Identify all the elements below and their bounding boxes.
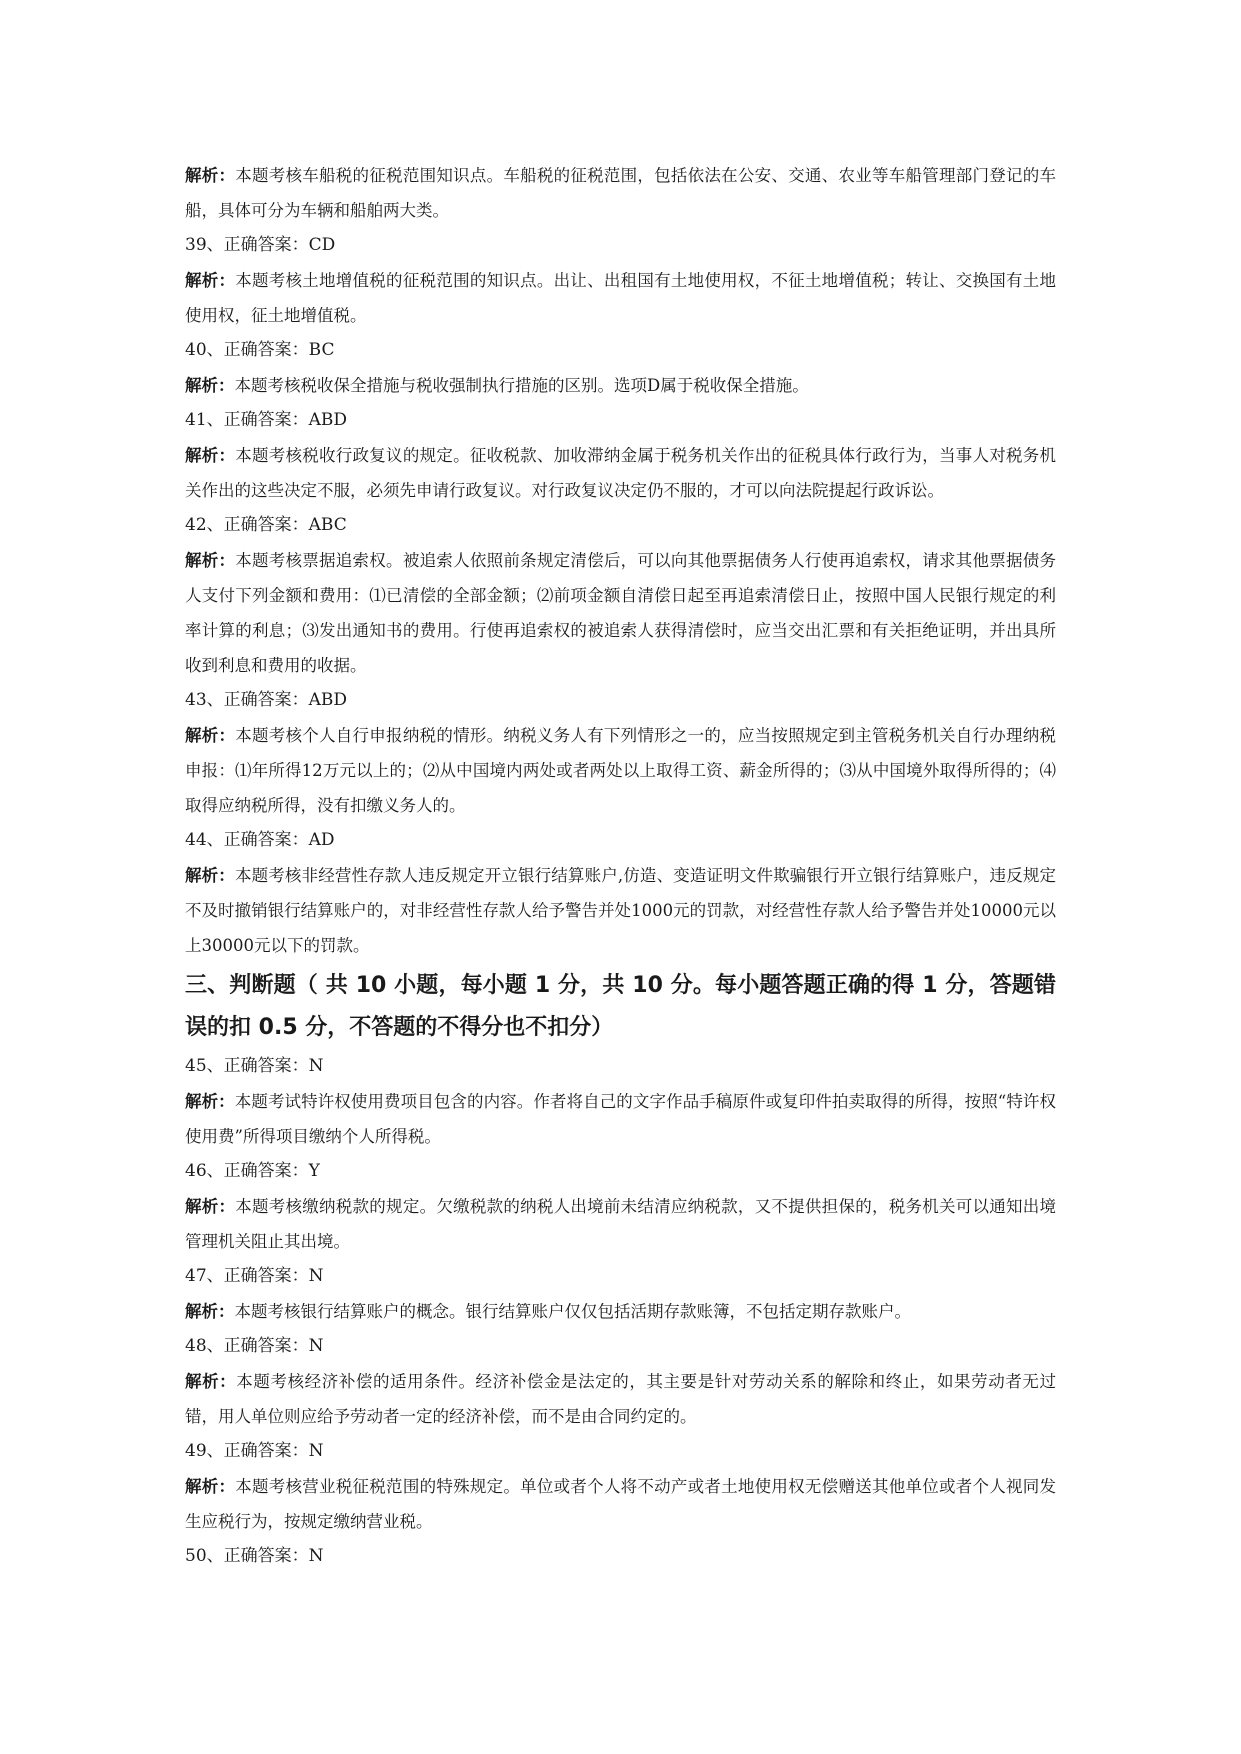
explanation-text: 本题考核票据追索权。被追索人依照前条规定清偿后，可以向其他票据债务人行使再追索权，请求其他票据债务人支付下列金额和费用：⑴已清偿的全部金额；⑵前项金额自清偿日起至再追索清偿日止，按照中国人民银行规定的利率计算的利息；⑶发出通知书的费用。行使再追索权的被追索人获得清偿时，应当交出汇票和有关拒绝证明，并出具所收到利息和费用的收据。: [185, 551, 1057, 675]
explanation-text: 本题考核土地增值税的征税范围的知识点。出让、出租国有土地使用权，不征土地增值税；转让、交换国有土地使用权，征土地增值税。: [185, 271, 1057, 325]
explanation-paragraph: [185, 158, 1056, 228]
explanation-text: 本题考核车船税的征税范围知识点。车船税的征税范围，包括依法在公安、交通、农业等车船管理部门登记的车船，具体可分为车辆和船舶两大类。: [185, 166, 1057, 220]
explanation-label: 解析：: [185, 271, 236, 290]
explanation-text: 本题考核经济补偿的适用条件。经济补偿金是法定的，其主要是针对劳动关系的解除和终止，如果劳动者无过错，用人单位则应给予劳动者一定的经济补偿，而不是由合同约定的。: [185, 1372, 1057, 1426]
explanation-label: 解析：: [185, 1477, 236, 1496]
answer-line: 46、正确答案：Y: [185, 1161, 320, 1181]
explanation-paragraph: [185, 1084, 1056, 1154]
answer-line: 48、正确答案：N: [185, 1336, 324, 1356]
answer-line: 47、正确答案：N: [185, 1266, 324, 1286]
explanation-paragraph: [185, 1469, 1056, 1539]
explanation-label: 解析：: [185, 1302, 235, 1321]
explanation-paragraph: [185, 718, 1056, 823]
explanation-text: 本题考核税收行政复议的规定。征收税款、加收滞纳金属于税务机关作出的征税具体行政行为，当事人对税务机关作出的这些决定不服，必须先申请行政复议。对行政复议决定仍不服的，才可以向法院提起行政诉讼。: [185, 446, 1057, 500]
section-heading: 三、判断题（ 共 10 小题，每小题 1 分，共 10 分。每小题答题正确的得 1 分，答题错误的扣 0.5 分，不答题的不得分也不扣分）: [185, 973, 1056, 1040]
explanation-text: 本题考核银行结算账户的概念。银行结算账户仅仅包括活期存款账簿，不包括定期存款账户。: [234, 1302, 911, 1321]
explanation-text: 本题考核非经营性存款人违反规定开立银行结算账户,仿造、变造证明文件欺骗银行开立银行结算账户，违反规定不及时撤销银行结算账户的，对非经营性存款人给予警告并处1000元的罚款，对经营性存款人给予警告并处10000元以上30000元以下的罚款。: [185, 866, 1057, 955]
answer-line: 42、正确答案：ABC: [185, 515, 347, 535]
explanation-label: 解析：: [185, 551, 236, 570]
explanation-text: 本题考核税收保全措施与税收强制执行措施的区别。选项D属于税收保全措施。: [234, 376, 809, 395]
explanation-label: 解析：: [185, 726, 236, 745]
answer-line: 50、正确答案：N: [185, 1546, 324, 1566]
explanation-paragraph: [185, 263, 1056, 333]
explanation-paragraph: [185, 438, 1056, 508]
answer-line: 41、正确答案：ABD: [185, 410, 348, 430]
explanation-label: 解析：: [185, 166, 236, 185]
explanation-label: 解析：: [185, 866, 235, 885]
explanation-paragraph: [185, 858, 1056, 963]
explanation-label: 解析：: [185, 446, 236, 465]
explanation-text: 本题考核缴纳税款的规定。欠缴税款的纳税人出境前未结清应纳税款，又不提供担保的，税务机关可以通知出境管理机关阻止其出境。: [185, 1197, 1057, 1251]
explanation-paragraph: [185, 543, 1056, 683]
answer-line: 44、正确答案：AD: [185, 830, 335, 850]
explanation-label: 解析：: [185, 376, 235, 395]
explanation-label: 解析：: [185, 1197, 236, 1216]
explanation-text: 本题考试特许权使用费项目包含的内容。作者将自己的文字作品手稿原件或复印件拍卖取得的所得，按照“特许权使用费”所得项目缴纳个人所得税。: [185, 1092, 1057, 1146]
answer-line: 39、正确答案：CD: [185, 235, 336, 255]
answer-line: 40、正确答案：BC: [185, 340, 335, 360]
explanation-text: 本题考核个人自行申报纳税的情形。纳税义务人有下列情形之一的，应当按照规定到主管税务机关自行办理纳税申报：⑴年所得12万元以上的；⑵从中国境内两处或者两处以上取得工资、薪金所得的；⑶从中国境外取得所得的；⑷取得应纳税所得，没有扣缴义务人的。: [185, 726, 1057, 815]
answer-line: 45、正确答案：N: [185, 1056, 324, 1076]
explanation-paragraph: [185, 1364, 1056, 1434]
answer-line: 49、正确答案：N: [185, 1441, 324, 1461]
explanation-paragraph: [185, 1189, 1056, 1259]
explanation-paragraph: [185, 368, 1056, 403]
explanation-label: 解析：: [185, 1372, 237, 1391]
answer-line: 43、正确答案：ABD: [185, 690, 348, 710]
explanation-label: 解析：: [185, 1092, 235, 1111]
explanation-paragraph: [185, 1294, 1056, 1329]
explanation-text: 本题考核营业税征税范围的特殊规定。单位或者个人将不动产或者土地使用权无偿赠送其他单位或者个人视同发生应税行为，按规定缴纳营业税。: [185, 1477, 1057, 1531]
